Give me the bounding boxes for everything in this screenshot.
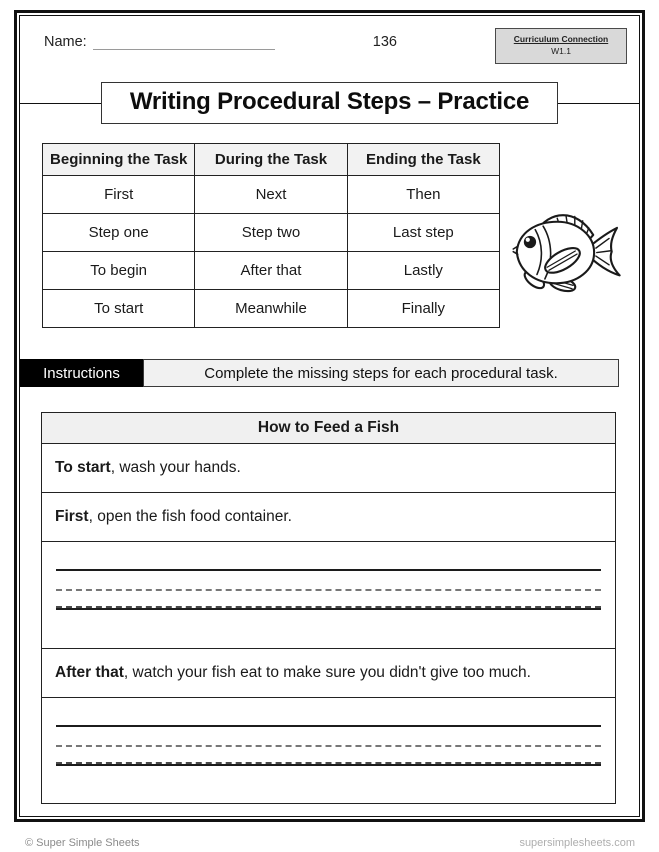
task-title: How to Feed a Fish: [42, 413, 615, 444]
transition-words-table: [42, 143, 500, 328]
table-cell: Finally: [347, 290, 499, 328]
name-input-line[interactable]: [93, 36, 275, 50]
column-header: Beginning the Task: [43, 144, 195, 176]
answer-writing-lines-2[interactable]: [42, 698, 615, 804]
website-link[interactable]: supersimplesheets.com: [519, 837, 635, 849]
table-cell: Then: [347, 176, 499, 214]
instructions-label: Instructions: [20, 359, 143, 387]
table-cell: After that: [195, 252, 347, 290]
table-cell: Meanwhile: [195, 290, 347, 328]
table-row: [43, 290, 500, 328]
copyright-text: © Super Simple Sheets: [25, 837, 140, 849]
table-cell: Step one: [43, 214, 195, 252]
title-divider-right: [558, 103, 639, 104]
page-header: [44, 28, 627, 70]
task-step-1: [42, 444, 615, 493]
table-row: [43, 176, 500, 214]
curriculum-connection-badge: [495, 28, 627, 64]
table-row: [43, 252, 500, 290]
column-header: Ending the Task: [347, 144, 499, 176]
step-sentence: , wash your hands.: [110, 459, 241, 476]
name-block: [44, 28, 275, 50]
step-text: [55, 664, 531, 682]
table-cell: Last step: [347, 214, 499, 252]
procedural-task-box: [41, 412, 616, 804]
writing-line-top: [56, 569, 601, 571]
worksheet-page: [19, 15, 640, 817]
step-sentence: , watch your fish eat to make sure you didn't give too much.: [123, 663, 531, 681]
table-cell: Next: [195, 176, 347, 214]
page-footer: [25, 837, 635, 849]
task-step-3: [42, 649, 615, 698]
instructions-text: Complete the missing steps for each procedural task.: [143, 359, 619, 387]
step-text: [55, 459, 241, 477]
table-row: [43, 214, 500, 252]
instructions-bar: [20, 359, 619, 387]
writing-line-middle: [56, 745, 601, 747]
transition-word: First: [55, 508, 89, 525]
step-sentence: , open the fish food container.: [88, 508, 292, 525]
fish-icon: [508, 200, 624, 298]
table-cell: To start: [43, 290, 195, 328]
transition-word: To start: [55, 459, 111, 476]
worksheet-page-border: [14, 10, 645, 822]
task-step-2: [42, 493, 615, 542]
writing-line-bottom: [56, 762, 601, 766]
curriculum-connection-code: W1.1: [551, 46, 571, 57]
column-header: During the Task: [195, 144, 347, 176]
writing-line-middle: [56, 589, 601, 591]
table-and-fish-section: [42, 143, 631, 328]
table-header-row: [43, 144, 500, 176]
curriculum-connection-title: Curriculum Connection: [513, 34, 609, 44]
page-number: 136: [372, 34, 397, 50]
step-text: [55, 508, 292, 526]
table-cell: First: [43, 176, 195, 214]
table-cell: To begin: [43, 252, 195, 290]
title-row: [20, 82, 639, 124]
title-divider-left: [20, 103, 101, 104]
page-title: Writing Procedural Steps – Practice: [101, 82, 558, 124]
name-label: Name:: [44, 34, 87, 50]
writing-line-bottom: [56, 606, 601, 610]
table-cell: Step two: [195, 214, 347, 252]
transition-word: After that: [55, 663, 124, 681]
answer-writing-lines-1[interactable]: [42, 542, 615, 649]
writing-line-top: [56, 725, 601, 727]
fish-illustration-container: [500, 143, 631, 328]
table-cell: Lastly: [347, 252, 499, 290]
